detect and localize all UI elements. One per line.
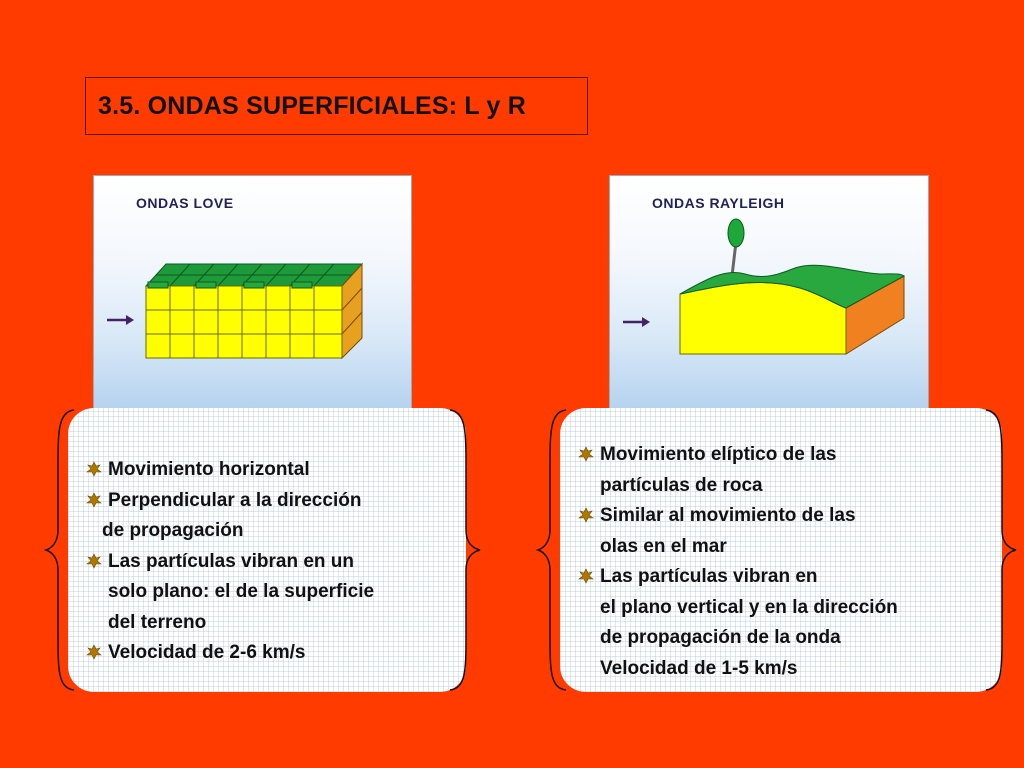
love-wave-diagram: [94, 176, 413, 412]
fact-line: [578, 501, 898, 532]
propagation-arrow-icon: [107, 315, 134, 325]
title-box: [85, 77, 588, 135]
fact-line: [578, 532, 898, 563]
fact-line: [86, 455, 374, 486]
fact-text: de propagación: [102, 520, 244, 541]
love-wave-facts-list: [86, 455, 374, 669]
fact-text: Similar al movimiento de las: [600, 505, 856, 526]
leaf-bullet-icon: [86, 644, 102, 660]
fact-line: [86, 577, 374, 608]
fact-line: [578, 623, 898, 654]
fact-text: Movimiento horizontal: [108, 459, 310, 480]
fact-text: Las partículas vibran en un: [108, 550, 355, 572]
love-wave-label: ONDAS LOVE: [136, 195, 234, 211]
fact-line: [86, 608, 374, 639]
tree-icon: [728, 219, 744, 276]
fact-text: solo plano: el de la superficie: [108, 581, 375, 602]
leaf-bullet-icon: [86, 492, 102, 508]
fact-line: [86, 486, 374, 517]
fact-line: [86, 547, 374, 578]
leaf-bullet-icon: [578, 446, 594, 462]
fact-line: [578, 654, 898, 685]
love-wave-illustration: [93, 175, 412, 411]
fact-text: Perpendicular a la dirección: [108, 489, 362, 511]
fact-text: Las partículas vibran en: [600, 566, 818, 587]
rayleigh-wave-illustration: [609, 175, 929, 411]
rayleigh-wave-label: ONDAS RAYLEIGH: [652, 195, 785, 211]
fact-line: [86, 638, 374, 669]
fact-line: [86, 516, 374, 547]
fact-line: [578, 562, 898, 593]
fact-text: olas en el mar: [600, 535, 727, 557]
fact-text: partículas de roca: [600, 474, 763, 496]
rayleigh-wave-facts-list: [578, 440, 898, 684]
leaf-bullet-icon: [86, 461, 102, 477]
fact-text: el plano vertical y en la dirección: [600, 596, 898, 618]
propagation-arrow-icon: [623, 317, 650, 327]
leaf-bullet-icon: [578, 568, 594, 584]
fact-line: [578, 471, 898, 502]
leaf-bullet-icon: [578, 507, 594, 523]
fact-text: de propagación de la onda: [600, 627, 841, 648]
fact-text: del terreno: [108, 611, 207, 633]
fact-text: Velocidad de 1-5 km/s: [600, 657, 798, 679]
slide-title: 3.5. ONDAS SUPERFICIALES: L y R: [98, 91, 527, 120]
leaf-bullet-icon: [86, 553, 102, 569]
fact-text: Velocidad de 2-6 km/s: [108, 642, 306, 663]
fact-line: [578, 440, 898, 471]
fact-text: Movimiento elíptico de las: [600, 444, 837, 465]
rayleigh-wave-diagram: [610, 176, 930, 412]
fact-line: [578, 593, 898, 624]
